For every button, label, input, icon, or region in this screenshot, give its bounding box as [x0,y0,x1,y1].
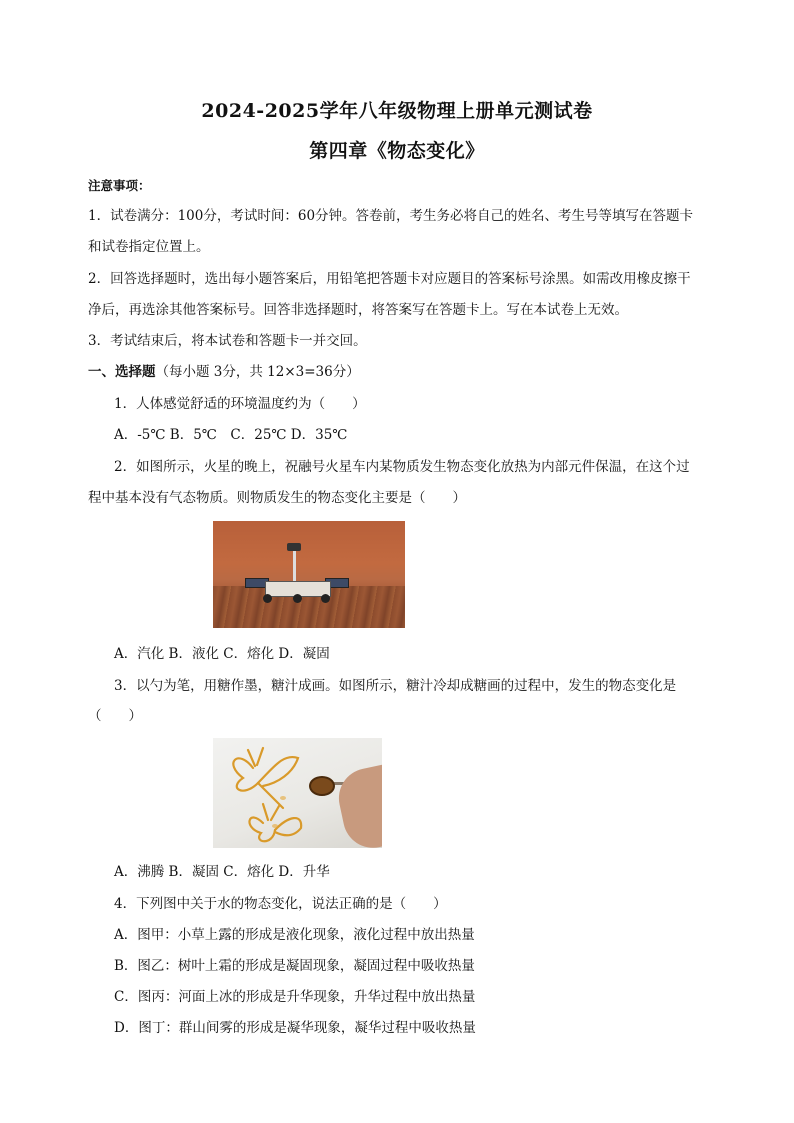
rover-wheel [293,594,302,603]
notice-line-4: 净后，再选涂其他答案标号。回答非选择题时，将答案写在答题卡上。写在本试卷上无效。 [88,302,628,318]
notice-line-3: 2．回答选择题时，选出每小题答案后，用铅笔把答题卡对应题目的答案标号涂黑。如需改用橡皮擦干 [88,271,691,287]
q4-option-b: B．图乙：树叶上霜的形成是凝固现象，凝固过程中吸收热量 [114,958,475,974]
q4-option-d: D．图丁：群山间雾的形成是凝华现象，凝华过程中吸收热量 [114,1020,476,1036]
rover-wheel [321,594,330,603]
q4-stem: 4．下列图中关于水的物态变化，说法正确的是（ ） [114,896,447,912]
rover-mast [293,549,296,582]
notice-line-5: 3．考试结束后，将本试卷和答题卡一并交回。 [88,333,367,349]
rover-wheel [263,594,272,603]
q1-stem: 1．人体感觉舒适的环境温度约为（ ） [114,396,366,412]
mars-rover-image [213,521,405,628]
q1-options: A．-5℃ B．5℃ C．25℃ D．35℃ [114,427,348,443]
q4-option-a: A．图甲：小草上露的形成是液化现象，液化过程中放出热量 [114,927,475,943]
section-header [88,363,360,381]
q2-stem-line-2: 程中基本没有气态物质。则物质发生的物态变化主要是（ ） [88,490,466,506]
ladle-spoon [309,776,335,796]
rover-camera [287,543,301,551]
chapter-title: 第四章《物态变化》 [309,140,485,162]
q2-options: A．汽化 B．液化 C．熔化 D．凝固 [114,646,330,662]
exam-title: 2024-2025学年八年级物理上册单元测试卷 [201,100,593,122]
q3-stem-line-1: 3．以勺为笔，用糖作墨，糖汁成画。如图所示，糖汁冷却成糖画的过程中，发生的物态变化是 [114,678,677,694]
q4-option-c: C．图丙：河面上冰的形成是升华现象，升华过程中放出热量 [114,989,476,1005]
notice-line-1: 1．试卷满分：100分，考试时间：60分钟。答卷前，考生务必将自己的姓名、考生号等填写在答题卡 [88,208,694,224]
section-heading: 一、选择题 [88,364,156,380]
q2-stem-line-1: 2．如图所示，火星的晚上，祝融号火星车内某物质发生物态变化放热为内部元件保温，在这个过 [114,459,690,475]
section-detail: （每小题 3分，共 12×3=36分） [155,364,360,380]
q3-options: A．沸腾 B．凝固 C．熔化 D．升华 [114,864,330,880]
notice-line-2: 和试卷指定位置上。 [88,239,210,255]
notice-heading: 注意事项： [88,178,151,193]
q3-stem-line-2: （ ） [88,708,142,724]
sugar-painting-image [213,738,382,848]
